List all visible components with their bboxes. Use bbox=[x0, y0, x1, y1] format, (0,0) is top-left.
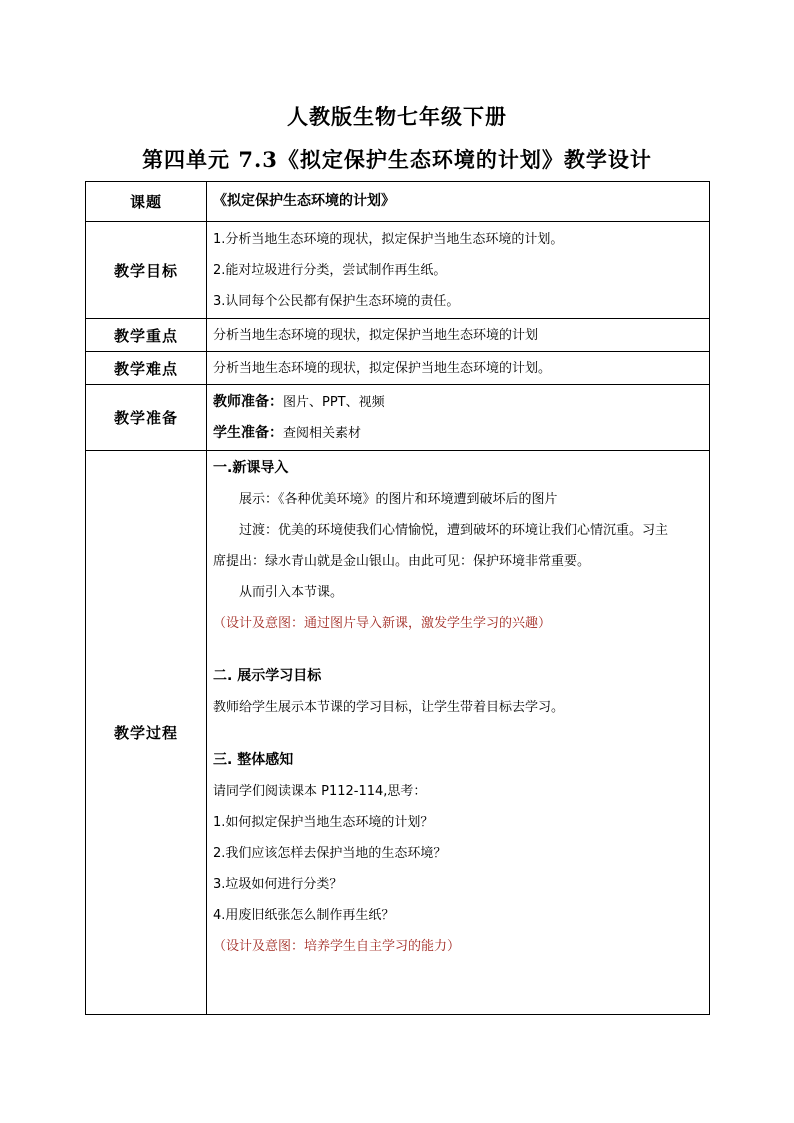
difficult-points-label: 教学难点 bbox=[86, 352, 207, 385]
topic-value-text: 《拟定保护生态环境的计划》 bbox=[213, 193, 395, 209]
section3-question-4: 4.用废旧纸张怎么制作再生纸？ bbox=[213, 908, 395, 923]
teacher-preparation bbox=[213, 387, 703, 418]
section1-lead-in: 从而引入本节课。 bbox=[239, 585, 344, 600]
section3-heading: 三. 整体感知 bbox=[213, 752, 294, 768]
section3-question-2: 2.我们应该怎样去保护当地的生态环境？ bbox=[213, 846, 447, 861]
objectives-row bbox=[86, 222, 710, 319]
objective-item-1: 1.分析当地生态环境的现状，拟定保护当地生态环境的计划。 bbox=[213, 231, 564, 247]
process-label: 教学过程 bbox=[86, 451, 207, 1015]
process-row bbox=[86, 451, 710, 1015]
preparation-content bbox=[207, 385, 710, 451]
student-preparation-label: 学生准备： bbox=[213, 424, 283, 441]
section1-show: 展示：《各种优美环境》的图片和环境遭到破坏后的图片 bbox=[239, 492, 558, 507]
student-preparation-value: 查阅相关素材 bbox=[283, 425, 362, 441]
preparation-label: 教学准备 bbox=[86, 385, 207, 451]
section2-text: 教师给学生展示本节课的学习目标，让学生带着目标去学习。 bbox=[213, 700, 565, 715]
objective-item-2: 2.能对垃圾进行分类，尝试制作再生纸。 bbox=[213, 262, 447, 278]
section1-transition-line1: 过渡：优美的环境使我们心情愉悦，遭到破坏的环境让我们心情沉重。习主 bbox=[239, 523, 669, 538]
key-points-value bbox=[207, 319, 710, 352]
student-preparation bbox=[213, 418, 703, 449]
section3-question-1: 1.如何拟定保护当地生态环境的计划？ bbox=[213, 815, 434, 830]
section3-question-3: 3.垃圾如何进行分类？ bbox=[213, 877, 343, 892]
difficult-points-row bbox=[86, 352, 710, 385]
section2-heading: 二. 展示学习目标 bbox=[213, 668, 322, 684]
section1-transition-line2: 席提出：绿水青山就是金山银山。由此可见：保护环境非常重要。 bbox=[213, 554, 591, 569]
spacer bbox=[213, 639, 703, 661]
teacher-preparation-label: 教师准备： bbox=[213, 393, 283, 410]
section3-intro: 请同学们阅读课本 P112-114,思考： bbox=[213, 784, 427, 799]
objectives-label: 教学目标 bbox=[86, 222, 207, 319]
key-points-text: 分析当地生态环境的现状，拟定保护当地生态环境的计划 bbox=[213, 327, 539, 343]
document-title: 人教版生物七年级下册 bbox=[287, 104, 507, 129]
section1-design-note: （设计及意图：通过图片导入新课，激发学生学习的兴趣） bbox=[213, 616, 552, 631]
objective-item-3: 3.认同每个公民都有保护生态环境的责任。 bbox=[213, 293, 460, 309]
key-points-label: 教学重点 bbox=[86, 319, 207, 352]
lesson-plan-table bbox=[85, 181, 710, 1015]
section1-heading: 一.新课导入 bbox=[213, 460, 289, 476]
difficult-points-text: 分析当地生态环境的现状，拟定保护当地生态环境的计划。 bbox=[213, 360, 552, 376]
topic-row bbox=[86, 182, 710, 222]
spacer bbox=[213, 723, 703, 745]
preparation-row bbox=[86, 385, 710, 451]
objectives-content bbox=[207, 222, 710, 319]
difficult-points-value bbox=[207, 352, 710, 385]
key-points-row bbox=[86, 319, 710, 352]
process-content bbox=[207, 451, 710, 1015]
topic-value bbox=[207, 182, 710, 222]
teacher-preparation-value: 图片、PPT、视频 bbox=[283, 394, 385, 410]
document-subtitle: 第四单元 7.3《拟定保护生态环境的计划》教学设计 bbox=[142, 147, 652, 172]
section3-design-note: （设计及意图：培养学生自主学习的能力） bbox=[213, 939, 461, 954]
topic-label: 课题 bbox=[86, 182, 207, 222]
